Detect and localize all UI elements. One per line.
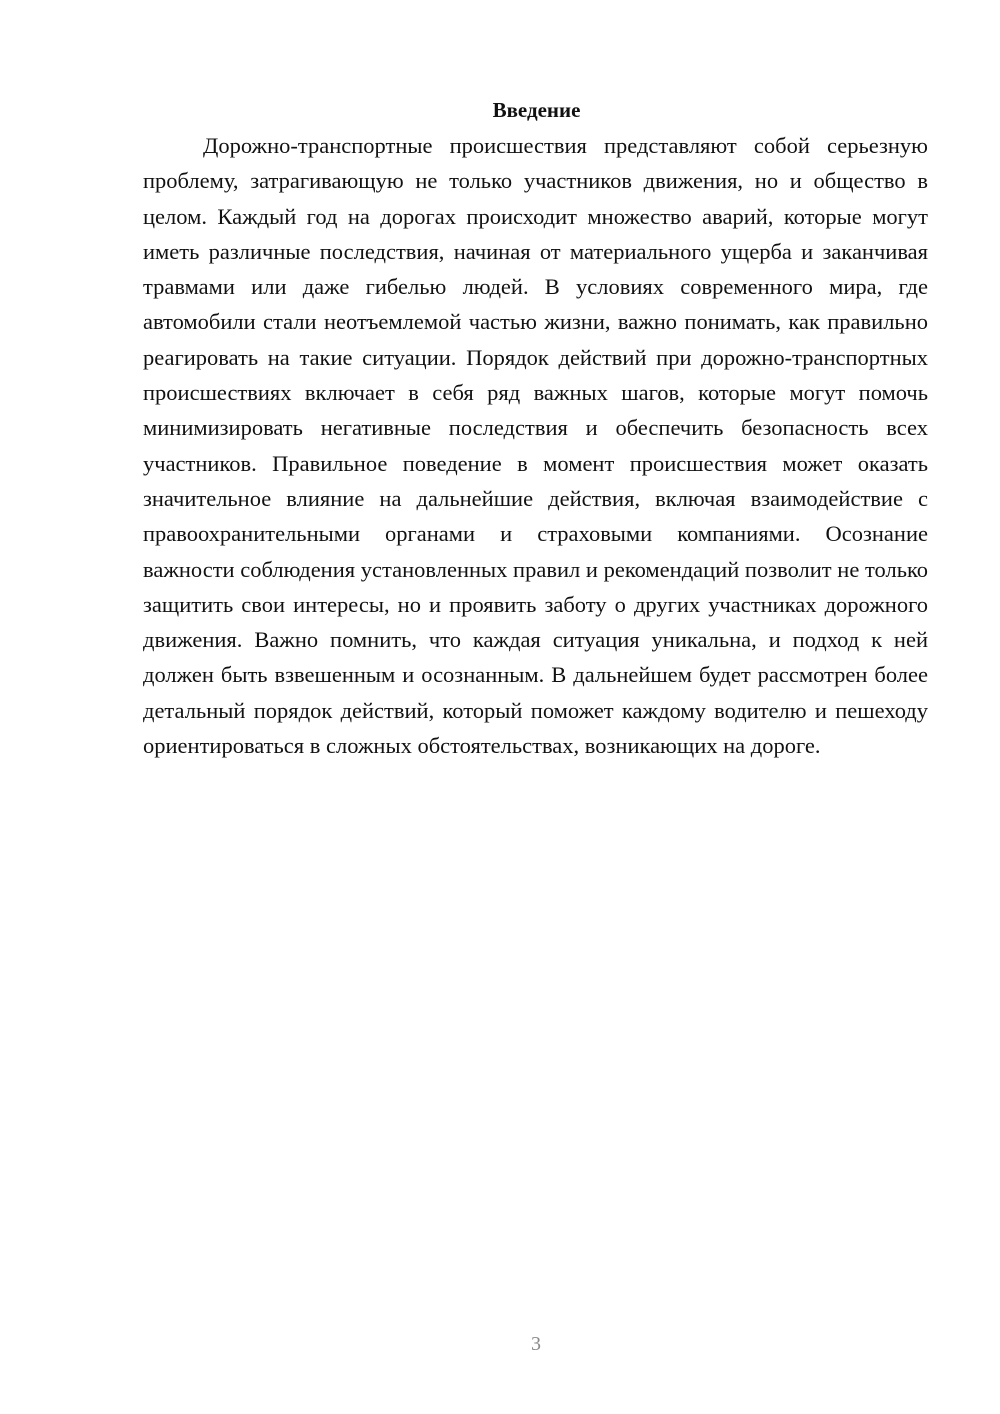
section-heading: Введение [492,98,581,122]
body-paragraph: Дорожно-транспортные происшествия представляют собой серьезную проблему, затрагивающую не только участников движения, но и общество в целом. Каждый год на дорогах происходит множество аварий, которые могут иметь различные последствия, начиная от материального ущерба и заканчивая травмами или даже гибелью людей. В условиях современного мира, где автомобили стали неотъемлемой частью жизни, важно понимать, как правильно реагировать на такие ситуации. Порядок действий при дорожно-транспортных происшествиях включает в себя ряд важных шагов, которые могут помочь минимизировать негативные последствия и обеспечить безопасность всех участников. Правильное поведение в момент происшествия может оказать значительное влияние на дальнейшие действия, включая взаимодействие с правоохранительными органами и страховыми компаниями. Осознание важности соблюдения установленных правил и рекомендаций позволит не только защитить свои интересы, но и проявить заботу о других участниках дорожного движения. Важно помнить, что каждая ситуация уникальна, и подход к ней должен быть взвешенным и осознанным. В дальнейшем будет рассмотрен более детальный порядок действий, который поможет каждому водителю и пешеходу ориентироваться в сложных обстоятельствах, возникающих на дороге. [143,133,928,759]
page-content [143,92,928,763]
page-number: 3 [531,1333,541,1355]
